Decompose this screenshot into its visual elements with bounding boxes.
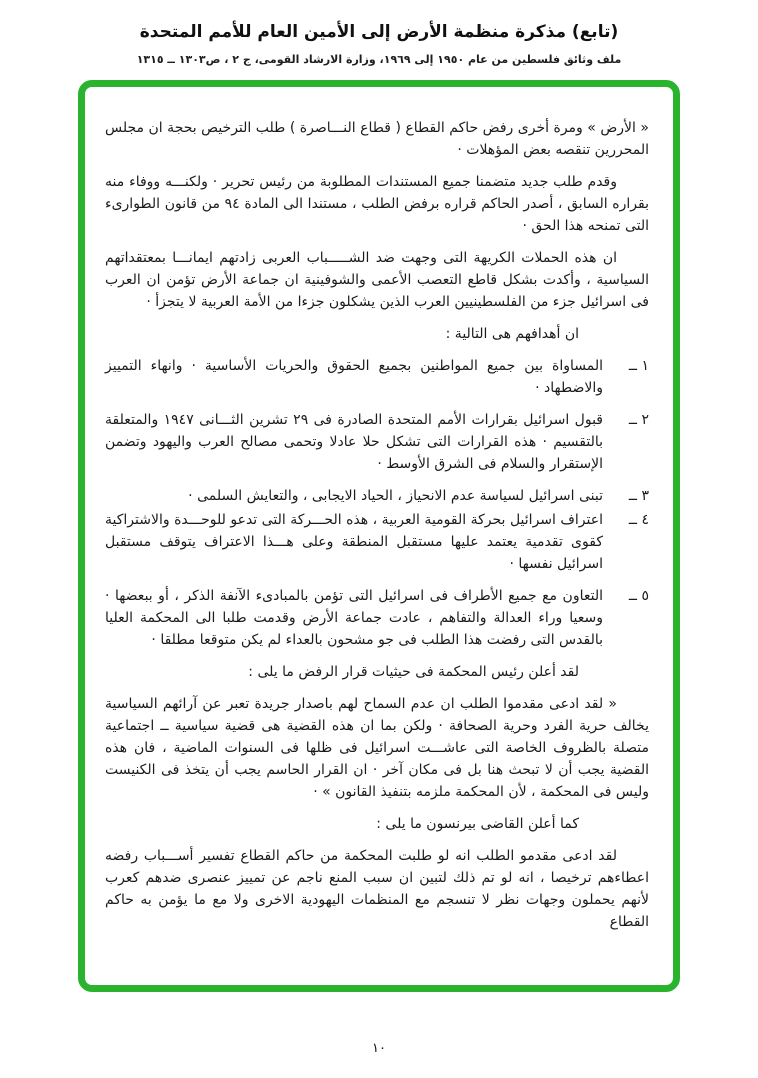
document-body bbox=[85, 87, 673, 933]
paragraph-license-refusal: « الأرض » ومرة أخرى رفض حاكم القطاع ( قطاع النـــاصرة ) طلب الترخيص بحجة ان مجلس المحررين تنقصه بعض المؤهلات · bbox=[105, 120, 649, 158]
goal-text: قبول اسرائيل بقرارات الأمم المتحدة الصادرة فى ٢٩ تشرين الثـــانى ١٩٤٧ والمتعلقة بالتقسيم · هذه القرارات التى تشكل حلا عادلا وتحمى مصالح العرب واليهود وتضمن الإستقرار والسلام فى الشرق الأوسط · bbox=[105, 412, 604, 472]
paragraph-campaigns: ان هذه الحملات الكريهة التى وجهت ضد الشـــــباب العربى زادتهم ايمانـــا بمعتقداتهم السياسية ، وأكدت بشكل قاطع التعصب الأعمى والشوفينية ان جماعة الأرض تؤمن ان العرب فى اسرائيل جزء من الفلسطينيين العرب الذين يشكلون جزءا من الأمة العربية لا يتجزأ · bbox=[105, 250, 649, 310]
judge-statement-paragraph: لقد ادعى مقدمو الطلب انه لو طلبت المحكمة من حاكم القطاع تفسير أســـباب رفضه اعطاءهم ترخيصا ، انه لو تم ذلك لتبين ان سبب المنع ناجم عن تمييز عنصرى ضدهم كعرب لأنهم يحملون وجهات نظر لا تنسجم مع المنظمات اليهودية الاخرى ولا مع ما يؤمن به حاكم القطاع bbox=[105, 848, 649, 930]
document-frame bbox=[78, 80, 680, 992]
goal-number: ٥ ــ bbox=[628, 588, 649, 604]
goal-item-4 bbox=[105, 509, 649, 575]
judge-statement-intro: كما أعلن القاضى بيرنسون ما يلى : bbox=[376, 816, 579, 832]
goals-intro: ان أهدافهم هى التالية : bbox=[445, 326, 579, 342]
goal-number: ١ ــ bbox=[628, 358, 649, 374]
goal-item-5 bbox=[105, 585, 649, 651]
goal-number: ٣ ــ bbox=[628, 488, 649, 504]
page-header bbox=[0, 22, 758, 66]
court-ruling-quote: « لقد ادعى مقدموا الطلب ان عدم السماح لهم باصدار جريدة تعبر عن آرائهم السياسية يخالف حرية الفرد وحرية الصحافة · ولكن بما ان هذه القضية هى قضية سياسية ــ اجتماعية متصلة بالظروف الخاصة التى عاشـــت اسرائيل فى ظلها فى السنوات الماضية ، فان هذه القضية يجب أن لا تبحث هنا بل فى مكان آخر · ان القرار الحاسم يجب أن يتخذ فى الكنيست وليس فى المحكمة ، لأن المحكمة ملزمه بتنفيذ القانون » · bbox=[105, 696, 649, 800]
goal-text: المساواة بين جميع المواطنين بجميع الحقوق والحريات الأساسية · وانهاء التمييز والاضطهاد · bbox=[105, 358, 603, 396]
source-citation: ملف وثائق فلسطين من عام ١٩٥٠ إلى ١٩٦٩، وزارة الارشاد القومى، ج ٢ ، ص١٣٠٣ ــ ١٣١٥ bbox=[136, 53, 622, 66]
goal-item-2 bbox=[105, 409, 649, 475]
goal-text: اعتراف اسرائيل بحركة القومية العربية ، هذه الحـــركة التى تدعو للوحـــدة والاشتراكية كقوى تقدمية يعتمد عليها مستقبل المنطقة وعلى هـــذا الاعتراف يتوقف مستقبل اسرائيل نفسها · bbox=[105, 512, 603, 572]
document-title: (تابع) مذكرة منظمة الأرض إلى الأمين العام للأمم المتحدة bbox=[139, 22, 619, 42]
page-number: ١٠ bbox=[372, 1041, 386, 1056]
goal-number: ٤ ــ bbox=[628, 512, 649, 528]
paragraph-new-application: وقدم طلب جديد متضمنا جميع المستندات المطلوبة من رئيس تحرير · ولكنـــه ووفاء منه بقراره السابق ، أصدر الحاكم قراره برفض الطلب ، مستندا الى المادة ٩٤ من قانون الطوارىء التى تمنحه هذا الحق · bbox=[105, 174, 649, 234]
goal-text: تبنى اسرائيل لسياسة عدم الانحياز ، الحياد الايجابى ، والتعايش السلمى · bbox=[188, 488, 603, 504]
goal-text: التعاون مع جميع الأطراف فى اسرائيل التى تؤمن بالمبادىء الآنفة الذكر ، أو ببعضها · وسعيا وراء العدالة والتفاهم ، عادت جماعة الأرض وقدمت طلبا الى المحكمة العليا بالقدس التى رفضت هذا الطلب فى جو مشحون بالعداء لم يكن متوقعا مطلقا · bbox=[105, 588, 603, 648]
goal-number: ٢ ــ bbox=[628, 412, 649, 428]
goal-item-1 bbox=[105, 355, 649, 399]
court-ruling-intro: لقد أعلن رئيس المحكمة فى حيثيات قرار الرفض ما يلى : bbox=[248, 664, 579, 680]
goal-item-3 bbox=[105, 485, 649, 507]
